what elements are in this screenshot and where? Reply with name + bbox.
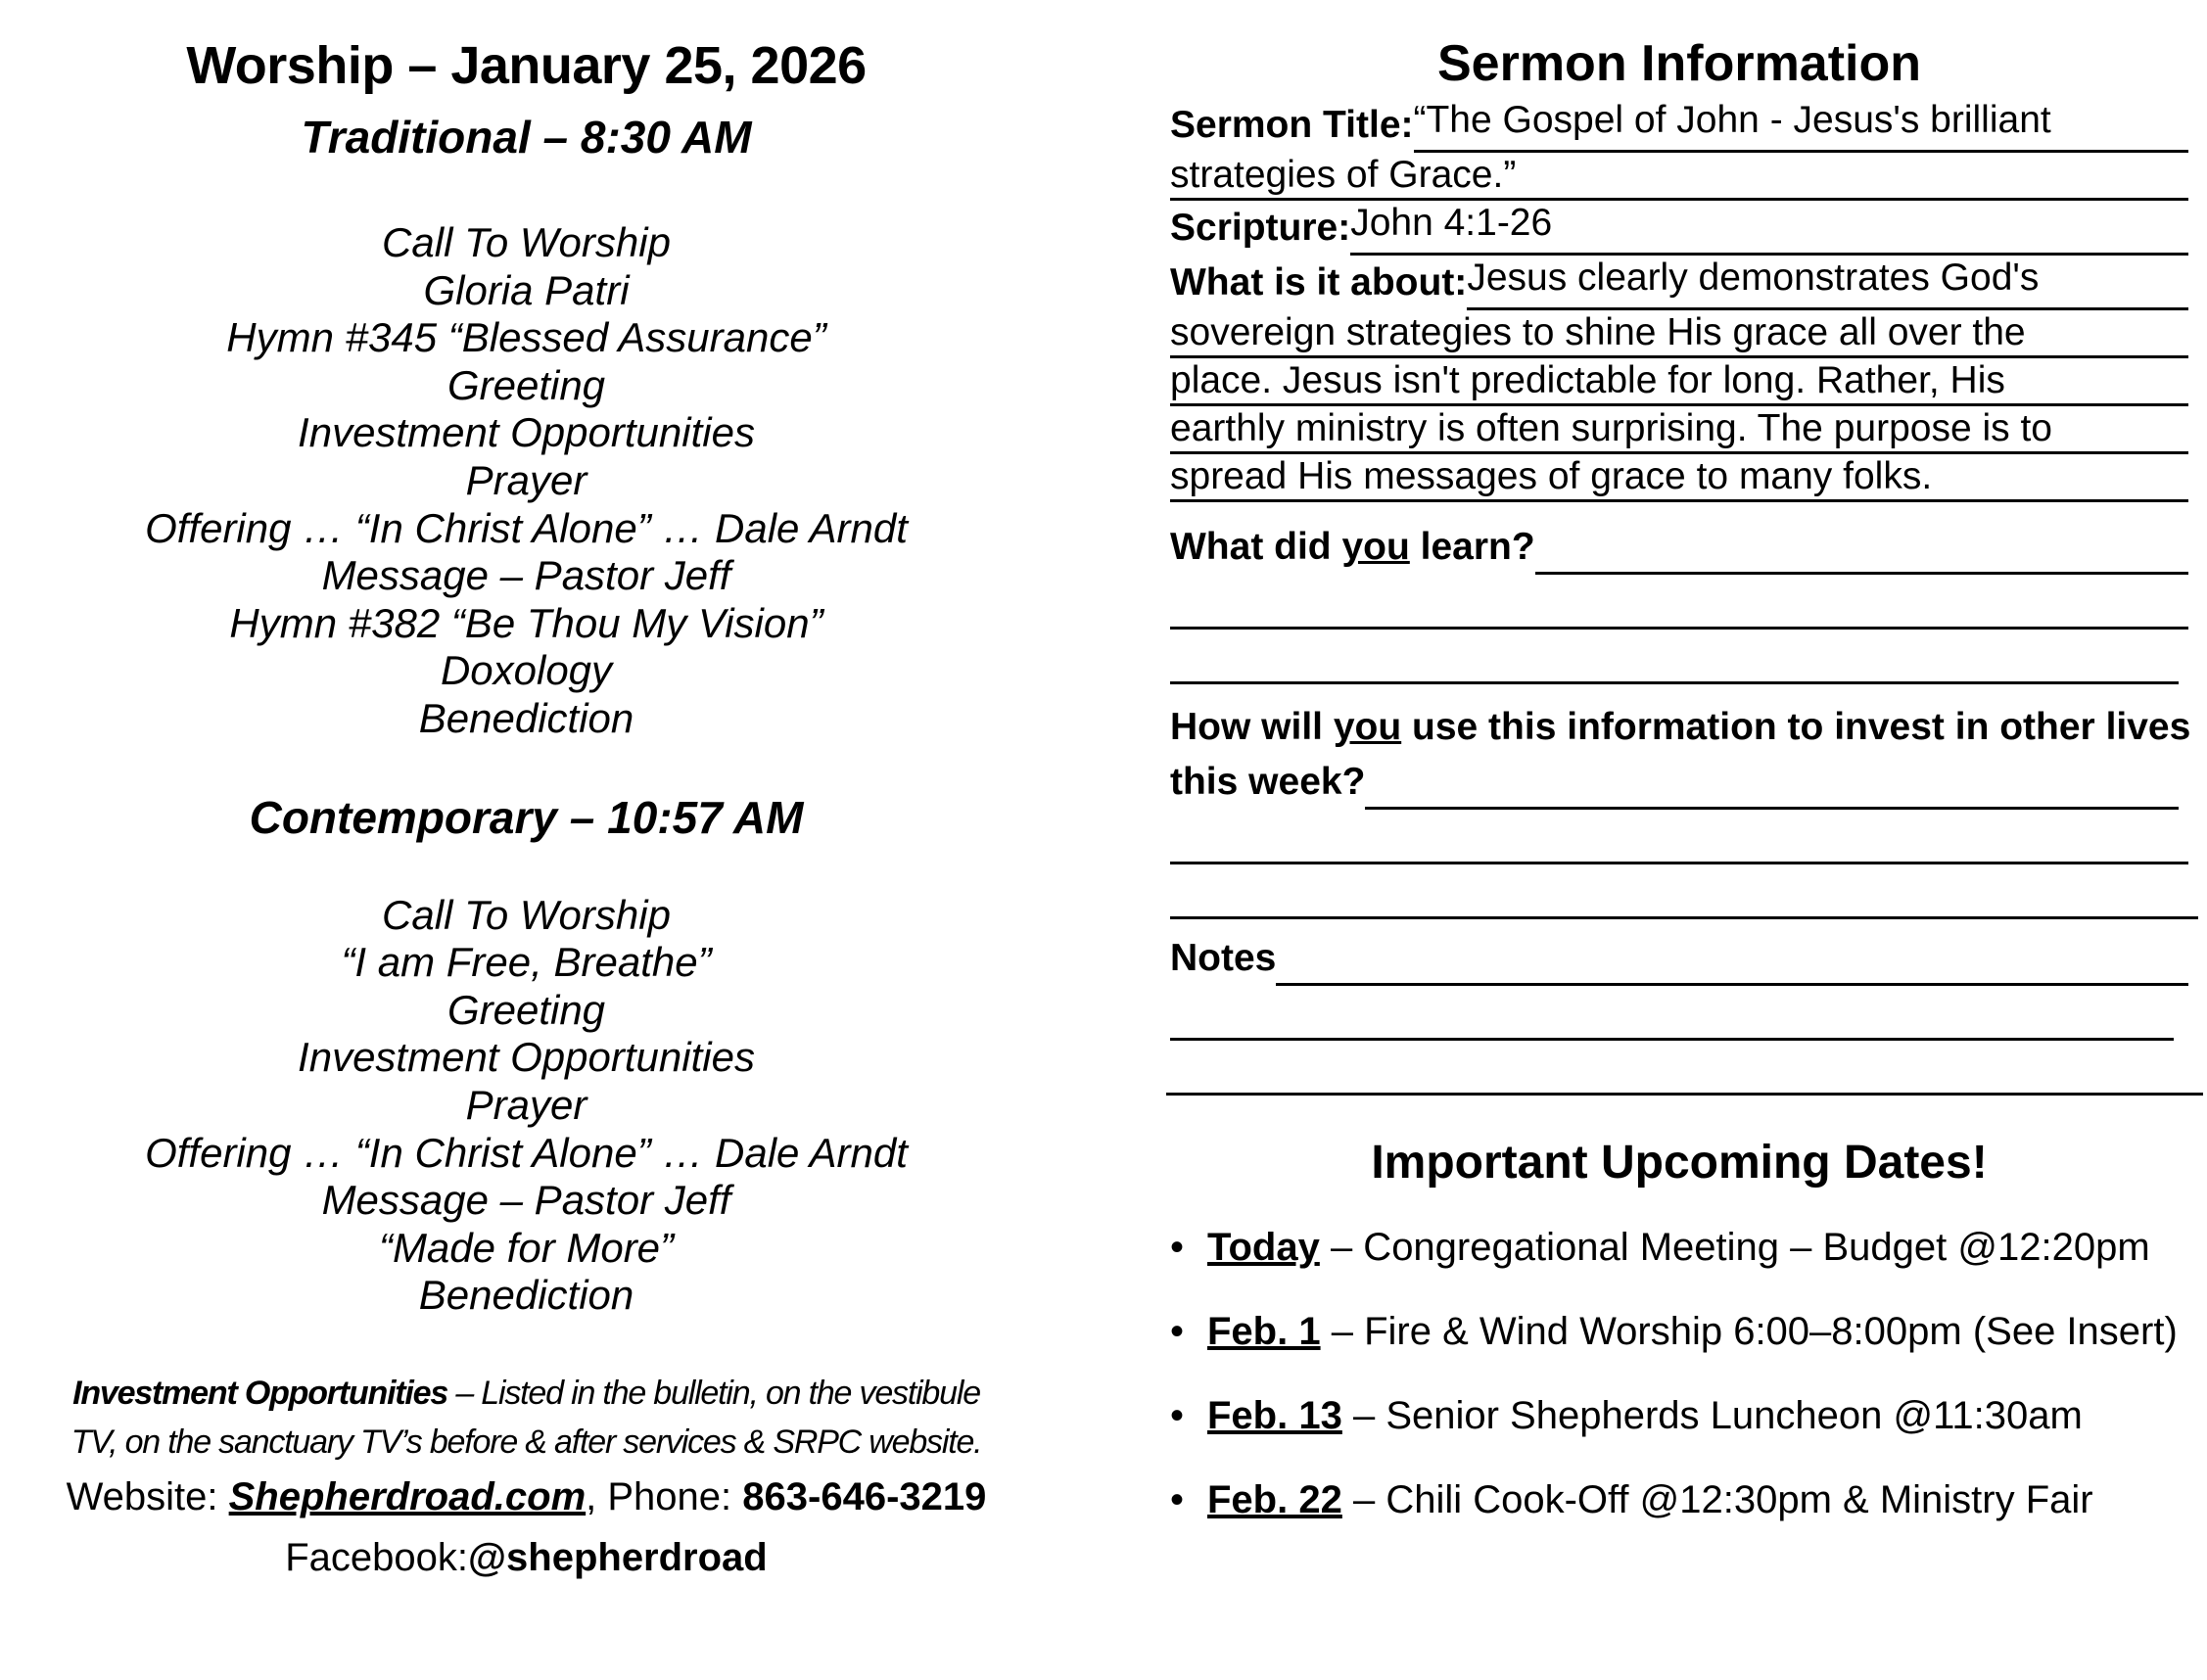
notes-field[interactable] [1276, 931, 2188, 986]
facebook-line [20, 1527, 1033, 1588]
dates-heading: Important Upcoming Dates! [1371, 1137, 1988, 1189]
about-text: earthly ministry is often surprising. The purpose is to [1170, 406, 2188, 454]
worship-title: Worship – January 25, 2026 [186, 36, 867, 95]
learn-answer-field[interactable] [1535, 520, 2188, 575]
order-item: Greeting [446, 986, 606, 1033]
order-item: Benediction [418, 694, 634, 741]
order-item: Hymn #345 “Blessed Assurance” [226, 314, 826, 361]
about-text: Jesus clearly demonstrates God's [1467, 256, 2188, 310]
contemporary-order [20, 892, 1033, 1320]
notes-line[interactable] [1166, 1041, 2203, 1096]
phone-label: , Phone: [586, 1474, 743, 1518]
order-item: Message – Pastor Jeff [321, 552, 731, 599]
date-item [1170, 1205, 2188, 1289]
sermon-title-row-2 [1170, 153, 2188, 201]
contemporary-heading: Contemporary – 10:57 AM [249, 791, 804, 843]
about-label: What is it about: [1170, 261, 1468, 303]
date-text: – Fire & Wind Worship 6:00–8:00pm (See Insert) [1320, 1310, 2178, 1353]
learn-answer-line[interactable] [1170, 575, 2188, 630]
order-item: Hymn #382 “Be Thou My Vision” [229, 599, 823, 646]
learn-question-row [1170, 520, 2188, 575]
order-item: Prayer [465, 456, 587, 503]
website-label: Website: [66, 1474, 229, 1518]
order-item: Investment Opportunities [298, 1034, 755, 1081]
order-item: Gloria Patri [423, 266, 630, 313]
order-item: “I am Free, Breathe” [341, 939, 712, 986]
use-question-row [1170, 755, 2188, 810]
facebook-label: Facebook: [285, 1535, 469, 1579]
sermon-column [1170, 29, 2191, 1542]
invest-label: Investment Opportunities [72, 1374, 448, 1412]
order-item: “Made for More” [378, 1224, 675, 1271]
date-text: – Senior Shepherds Luncheon @11:30am [1341, 1394, 2083, 1437]
order-item: Call To Worship [382, 891, 671, 938]
date-item [1170, 1458, 2188, 1542]
learn-answer-line[interactable] [1170, 630, 2179, 684]
order-item: Offering … “In Christ Alone” … Dale Arndt [145, 504, 908, 551]
learn-question: What did you learn? [1170, 526, 1535, 568]
use-answer-field[interactable] [1365, 755, 2179, 810]
sermon-heading: Sermon Information [1436, 35, 1922, 92]
about-text: place. Jesus isn't predictable for long. Rather, His [1170, 358, 2188, 406]
invest-text: – Listed in the bulletin, on the vestibule [447, 1374, 980, 1412]
traditional-heading: Traditional – 8:30 AM [301, 112, 752, 163]
notes-line[interactable] [1170, 986, 2174, 1041]
investment-note [20, 1369, 1033, 1467]
dates-list [1170, 1205, 2188, 1542]
order-item: Investment Opportunities [298, 409, 755, 456]
use-question: How will you use this information to invest in other lives [1170, 706, 2191, 748]
about-text: spread His messages of grace to many folks. [1170, 454, 2188, 502]
website-link[interactable]: Shepherdroad.com [228, 1474, 587, 1518]
use-answer-line[interactable] [1170, 864, 2198, 919]
order-item: Offering … “In Christ Alone” … Dale Arndt [145, 1129, 908, 1176]
phone-number: 863-646-3219 [742, 1474, 987, 1518]
date-label: Today [1207, 1226, 1320, 1269]
facebook-handle: @shepherdroad [468, 1535, 768, 1579]
order-item: Benediction [418, 1272, 634, 1319]
sermon-title-row [1170, 98, 2188, 153]
notes-label: Notes [1170, 937, 1277, 979]
order-item: Doxology [440, 647, 613, 694]
worship-column [20, 29, 1033, 1588]
order-item: Greeting [446, 361, 606, 408]
date-item [1170, 1374, 2188, 1458]
date-item [1170, 1289, 2188, 1374]
scripture-row [1170, 201, 2188, 256]
sermon-title-value: “The Gospel of John - Jesus's brilliant [1414, 98, 2189, 153]
traditional-order [20, 219, 1033, 743]
sermon-title-label: Sermon Title: [1170, 104, 1414, 146]
order-item: Message – Pastor Jeff [321, 1177, 731, 1224]
contact-line [20, 1467, 1033, 1527]
date-label: Feb. 1 [1207, 1310, 1321, 1353]
scripture-value: John 4:1-26 [1350, 201, 2188, 256]
about-row [1170, 256, 2188, 310]
date-text: – Chili Cook-Off @12:30pm & Ministry Fair [1341, 1478, 2093, 1521]
notes-row [1170, 931, 2188, 986]
sermon-title-value-2: strategies of Grace.” [1170, 153, 2188, 201]
invest-text: TV, on the sanctuary TV’s before & after services & SRPC website. [70, 1423, 982, 1461]
use-question-line2: this week? [1170, 761, 1366, 803]
order-item: Call To Worship [382, 219, 671, 265]
date-label: Feb. 22 [1207, 1478, 1342, 1521]
order-item: Prayer [465, 1081, 587, 1128]
use-answer-line[interactable] [1170, 810, 2188, 864]
about-text: sovereign strategies to shine His grace all over the [1170, 310, 2188, 358]
date-label: Feb. 13 [1207, 1394, 1342, 1437]
date-text: – Congregational Meeting – Budget @12:20pm [1319, 1226, 2150, 1269]
scripture-label: Scripture: [1170, 207, 1351, 249]
